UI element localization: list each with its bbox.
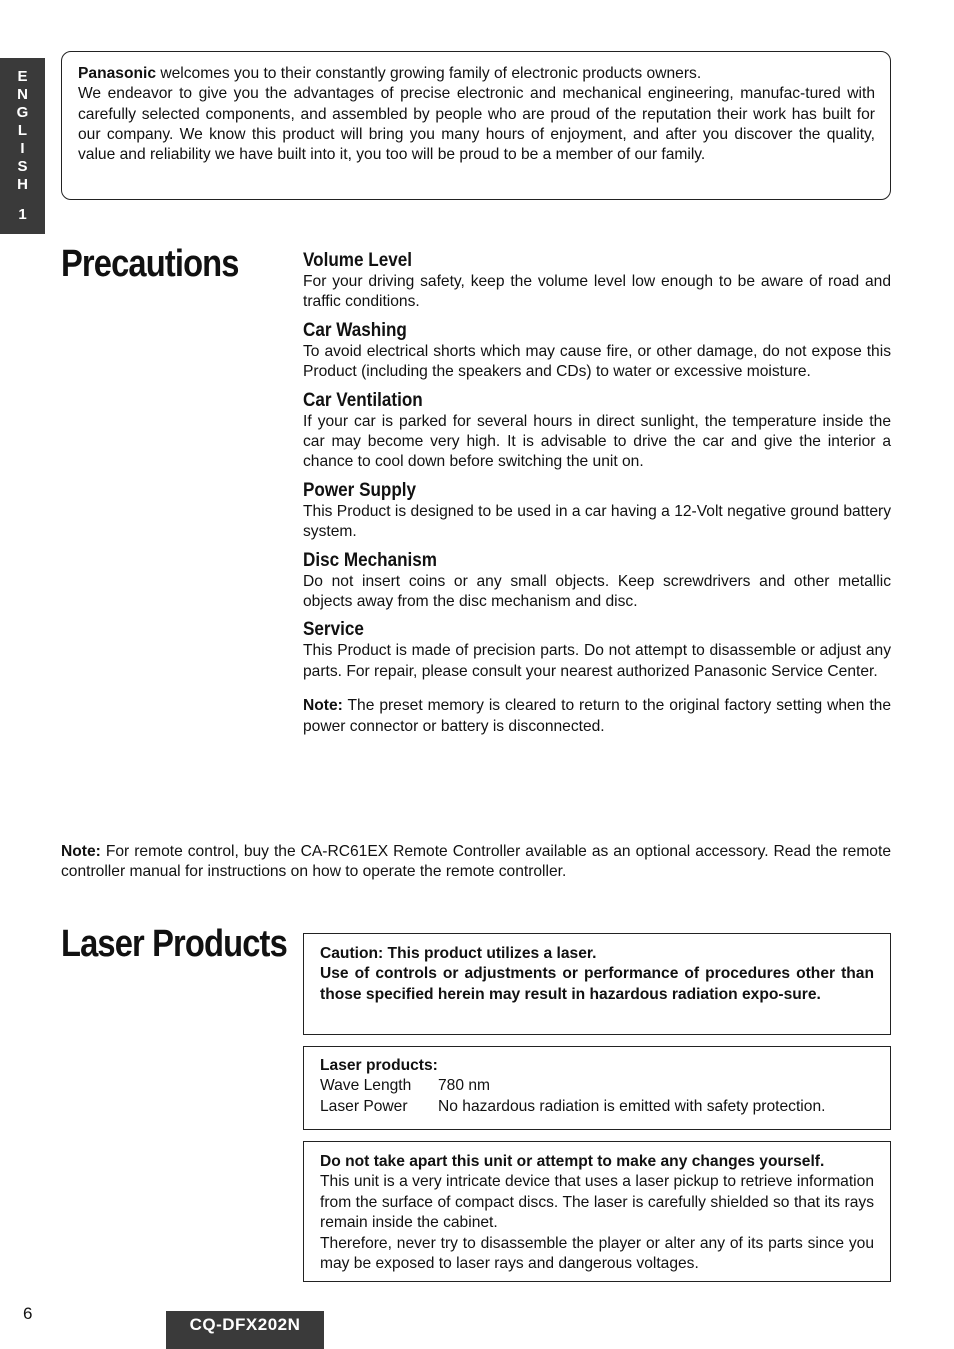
note-text: For remote control, buy the CA-RC61EX Remote Controller available as an optional accessory. Read the remote controller manual for instructions on how to operate the remote controller.	[61, 843, 891, 881]
note-label: Note:	[303, 697, 343, 715]
spec-value: No hazardous radiation is emitted with safety protection.	[438, 1097, 826, 1115]
precaution-text: If your car is parked for several hours in direct sunlight, the temperature inside the car may become very high. It is advisable to drive the car and give the interior a chance to cool down before switching the unit on.	[303, 412, 891, 471]
language-letter: I	[20, 140, 25, 157]
precaution-item	[303, 618, 891, 682]
precaution-item	[303, 319, 891, 383]
precaution-item	[303, 389, 891, 473]
precautions-list	[303, 249, 891, 737]
caution-text: Use of controls or adjustments or performance of procedures other than those specified herein may result in hazardous radiation expo-sure.	[320, 965, 874, 1003]
page-number: 6	[23, 1304, 33, 1323]
spec-label: Laser Power	[320, 1097, 408, 1115]
precaution-heading: Car Ventilation	[303, 389, 423, 411]
remote-control-note	[61, 842, 891, 883]
precaution-heading: Disc Mechanism	[303, 549, 438, 571]
precaution-item	[303, 549, 891, 613]
note-text: The preset memory is cleared to return to the original factory setting when the power connector or battery is disconnected.	[303, 697, 891, 735]
brand-name: Panasonic	[78, 65, 156, 82]
spec-row-laser-power	[320, 1097, 874, 1117]
precaution-text: This Product is made of precision parts. Do not attempt to disassemble or adjust any parts. For repair, please consult your nearest authorized Panasonic Service Center.	[303, 642, 891, 680]
intro-line1-text: welcomes you to their constantly growing family of electronic products owners.	[156, 65, 702, 82]
intro-body: We endeavor to give you the advantages of precise electronic and mechanical engineering, manufac-tured with carefully selected components, and assembled by people who are proud of the reputation their work has built for our company. We know this product will bring you many hours of enjoyment, and after you discover the quality, value and reliability we have built into it, you too will be proud to be a member of our family.	[78, 85, 875, 164]
precaution-text: This Product is designed to be used in a car having a 12-Volt negative ground battery system.	[303, 502, 891, 541]
language-letter: L	[17, 122, 28, 139]
intro-line1	[78, 64, 875, 84]
precaution-text: To avoid electrical shorts which may cause fire, or other damage, do not expose this Product (including the speakers and CDs) to water or excessive moisture.	[303, 342, 891, 381]
precaution-item	[303, 479, 891, 543]
precaution-text: Do not insert coins or any small objects. Keep screwdrivers and other metallic objects away from the disc mechanism and disc.	[303, 572, 891, 611]
note-label: Note:	[61, 843, 101, 860]
precaution-heading: Power Supply	[303, 479, 417, 501]
language-letter: E	[17, 68, 28, 85]
warning-heading: Do not take apart this unit or attempt to make any changes yourself.	[320, 1153, 825, 1170]
precaution-heading: Car Washing	[303, 319, 407, 341]
spec-row-wave-length	[320, 1076, 874, 1096]
language-tab	[0, 58, 45, 234]
warning-paragraph: This unit is a very intricate device that uses a laser pickup to retrieve information from the surface of compact discs. The laser is carefully shielded so that its rays remain inside the cabinet.	[320, 1173, 874, 1232]
precautions-title: Precautions	[61, 243, 239, 285]
laser-products-title: Laser Products	[61, 923, 287, 965]
preset-memory-note	[303, 696, 891, 737]
warning-paragraph: Therefore, never try to disassemble the player or alter any of its parts since you may be exposed to laser rays and dangerous voltages.	[320, 1234, 874, 1273]
language-letter: S	[17, 158, 28, 175]
model-number-badge: CQ-DFX202N	[166, 1311, 324, 1349]
spec-label: Wave Length	[320, 1077, 412, 1095]
language-tab-letters	[0, 68, 45, 194]
laser-caution-box	[303, 933, 891, 1035]
precaution-heading: Volume Level	[303, 250, 412, 271]
precaution-item	[303, 249, 891, 313]
laser-specs-box	[303, 1046, 891, 1130]
language-letter: H	[17, 176, 28, 193]
precaution-text: For your driving safety, keep the volume level low enough to be aware of road and traffic conditions.	[303, 273, 891, 311]
intro-box	[61, 51, 891, 200]
precaution-heading: Service	[303, 619, 364, 641]
spec-value: 780 nm	[438, 1077, 491, 1095]
language-letter: N	[17, 86, 28, 103]
laser-warning-box	[303, 1141, 891, 1282]
language-letter: G	[16, 104, 29, 121]
caution-line: Caution: This product utilizes a laser.	[320, 945, 597, 962]
laser-specs-heading: Laser products:	[320, 1057, 438, 1074]
language-tab-number: 1	[18, 206, 27, 223]
